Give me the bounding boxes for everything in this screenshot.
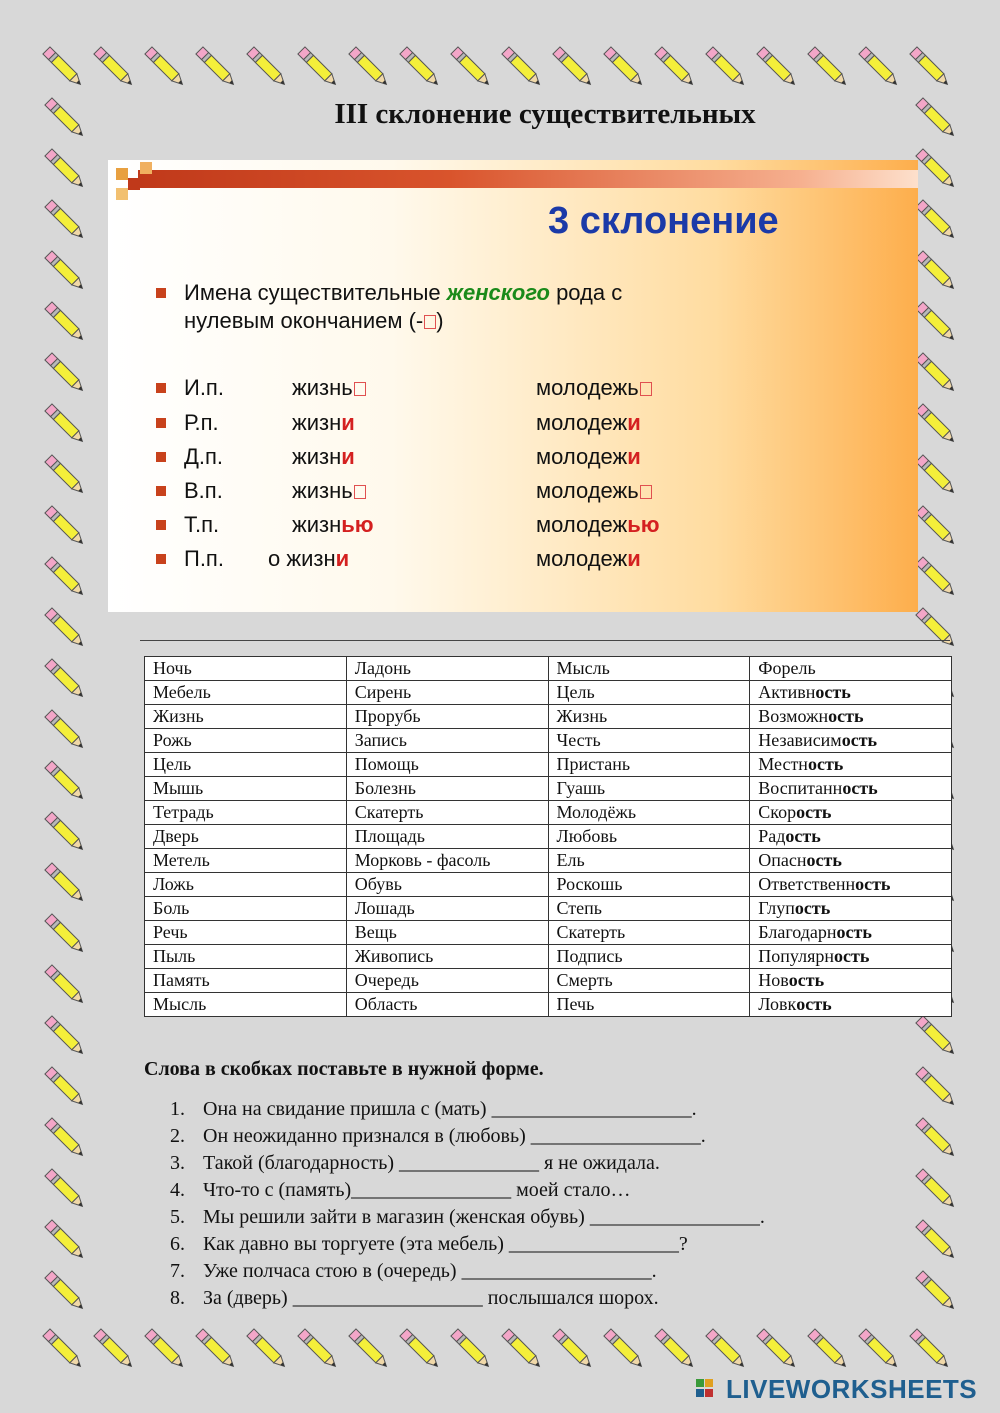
word-table bbox=[144, 656, 952, 1017]
pencil-icon bbox=[451, 47, 492, 88]
table-cell: Честь bbox=[548, 729, 750, 753]
exercise-item: 4. Что-то с (память)________________ моей стало… bbox=[170, 1179, 631, 1201]
table-cell: Ночь bbox=[145, 657, 347, 681]
deco-square bbox=[140, 162, 152, 174]
pencil-icon bbox=[349, 1329, 390, 1370]
table-cell: Смерть bbox=[548, 969, 750, 993]
table-cell: Болезнь bbox=[346, 777, 548, 801]
bullet-icon bbox=[156, 554, 166, 564]
table-row bbox=[145, 873, 952, 897]
table-cell: Жизнь bbox=[145, 705, 347, 729]
case-row bbox=[184, 410, 904, 436]
pencil-icon bbox=[655, 1329, 696, 1370]
exercise-item: 6. Как давно вы торгуете (эта мебель) _________________? bbox=[170, 1233, 688, 1255]
word-molodezh: молодежи bbox=[536, 546, 641, 571]
case-label: В.п. bbox=[184, 478, 223, 503]
pencil-icon bbox=[910, 47, 951, 88]
case-label: И.п. bbox=[184, 375, 224, 400]
pencil-icon bbox=[196, 47, 237, 88]
table-cell: Дверь bbox=[145, 825, 347, 849]
table-cell: Печь bbox=[548, 993, 750, 1017]
pencil-icon bbox=[916, 557, 957, 598]
pencil-icon bbox=[43, 47, 84, 88]
case-label: П.п. bbox=[184, 546, 224, 571]
bullet-icon bbox=[156, 520, 166, 530]
table-cell: Подпись bbox=[548, 945, 750, 969]
table-cell: Ответственность bbox=[750, 873, 952, 897]
pencil-icon bbox=[808, 47, 849, 88]
empty-ending-icon bbox=[354, 485, 366, 499]
pencil-icon bbox=[916, 608, 957, 649]
pencil-icon bbox=[916, 200, 957, 241]
word-zhizn: жизни bbox=[292, 444, 355, 469]
case-label: Т.п. bbox=[184, 512, 220, 537]
page-title: III склонение существительных bbox=[334, 98, 756, 130]
table-cell: Мысль bbox=[145, 993, 347, 1017]
pencil-icon bbox=[916, 455, 957, 496]
table-cell: Пыль bbox=[145, 945, 347, 969]
table-cell: Активность bbox=[750, 681, 952, 705]
pencil-icon bbox=[502, 1329, 543, 1370]
pencil-icon bbox=[757, 47, 798, 88]
table-cell: Живопись bbox=[346, 945, 548, 969]
logo-mark-icon bbox=[696, 1377, 724, 1401]
pencil-icon bbox=[451, 1329, 492, 1370]
table-cell: Возможность bbox=[750, 705, 952, 729]
table-cell: Скорость bbox=[750, 801, 952, 825]
table-cell: Гуашь bbox=[548, 777, 750, 801]
pencil-icon bbox=[247, 47, 288, 88]
pencil-icon bbox=[916, 353, 957, 394]
pencil-icon bbox=[45, 1220, 86, 1261]
exercise-item: 2. Он неожиданно признался в (любовь) _________________. bbox=[170, 1125, 706, 1147]
pencil-icon bbox=[196, 1329, 237, 1370]
pencil-icon bbox=[45, 404, 86, 445]
divider bbox=[140, 640, 950, 641]
pencil-icon bbox=[45, 353, 86, 394]
empty-ending-icon bbox=[640, 485, 652, 499]
table-cell: Лошадь bbox=[346, 897, 548, 921]
pencil-icon bbox=[145, 1329, 186, 1370]
table-row bbox=[145, 993, 952, 1017]
pencil-icon bbox=[859, 47, 900, 88]
word-zhizn: жизнью bbox=[292, 512, 374, 537]
pencil-icon bbox=[45, 1118, 86, 1159]
table-cell: Цель bbox=[548, 681, 750, 705]
pencil-icon bbox=[45, 200, 86, 241]
table-cell: Ловкость bbox=[750, 993, 952, 1017]
table-row bbox=[145, 921, 952, 945]
table-row bbox=[145, 657, 952, 681]
pencil-icon bbox=[757, 1329, 798, 1370]
word-molodezh: молодежью bbox=[536, 512, 660, 537]
pencil-icon bbox=[400, 1329, 441, 1370]
pencil-icon bbox=[916, 251, 957, 292]
slide-header-bar bbox=[138, 170, 918, 188]
case-row bbox=[184, 375, 904, 401]
exercise-item: 7. Уже полчаса стою в (очередь) ___________________. bbox=[170, 1260, 657, 1282]
pencil-icon bbox=[604, 47, 645, 88]
pencil-icon bbox=[45, 1016, 86, 1057]
table-cell: Молодёжь bbox=[548, 801, 750, 825]
deco-square bbox=[116, 188, 128, 200]
table-row bbox=[145, 753, 952, 777]
table-cell: Мысль bbox=[548, 657, 750, 681]
deco-square bbox=[128, 178, 140, 190]
table-cell: Речь bbox=[145, 921, 347, 945]
exercise-item: 1. Она на свидание пришла с (мать) ____________________. bbox=[170, 1098, 697, 1120]
pencil-icon bbox=[916, 404, 957, 445]
table-cell: Морковь - фасоль bbox=[346, 849, 548, 873]
table-cell: Скатерть bbox=[548, 921, 750, 945]
table-cell: Помощь bbox=[346, 753, 548, 777]
empty-ending-icon bbox=[354, 382, 366, 396]
table-cell: Глупость bbox=[750, 897, 952, 921]
table-cell: Радость bbox=[750, 825, 952, 849]
table-cell: Память bbox=[145, 969, 347, 993]
slide-intro-line1: Имена существительные женского рода с bbox=[184, 280, 623, 305]
slide-intro-line2: нулевым окончанием (- ) bbox=[184, 308, 444, 333]
pencil-icon bbox=[916, 302, 957, 343]
pencil-icon bbox=[553, 1329, 594, 1370]
pencil-icon bbox=[706, 1329, 747, 1370]
empty-ending-icon bbox=[424, 315, 436, 329]
pencil-icon bbox=[45, 761, 86, 802]
pencil-icon bbox=[349, 47, 390, 88]
pencil-icon bbox=[45, 965, 86, 1006]
exercise-item: 8. За (дверь) ___________________ послышался шорох. bbox=[170, 1287, 659, 1309]
table-cell: Независимость bbox=[750, 729, 952, 753]
table-cell: Популярность bbox=[750, 945, 952, 969]
table-cell: Ладонь bbox=[346, 657, 548, 681]
task-title: Слова в скобках поставьте в нужной форме. bbox=[144, 1058, 544, 1080]
case-row bbox=[184, 478, 904, 504]
table-cell: Площадь bbox=[346, 825, 548, 849]
table-cell: Пристань bbox=[548, 753, 750, 777]
table-cell: Любовь bbox=[548, 825, 750, 849]
pencil-icon bbox=[45, 455, 86, 496]
declension-slide bbox=[108, 160, 918, 612]
table-cell: Обувь bbox=[346, 873, 548, 897]
case-label: Р.п. bbox=[184, 410, 219, 435]
word-zhizn: жизнь bbox=[292, 375, 366, 401]
table-cell: Область bbox=[346, 993, 548, 1017]
bullet-icon bbox=[156, 486, 166, 496]
table-cell: Степь bbox=[548, 897, 750, 921]
pencil-icon bbox=[45, 149, 86, 190]
pencil-icon bbox=[45, 659, 86, 700]
exercise-item: 3. Такой (благодарность) ______________ я не ожидала. bbox=[170, 1152, 660, 1174]
table-cell: Сирень bbox=[346, 681, 548, 705]
table-cell: Прорубь bbox=[346, 705, 548, 729]
case-label: Д.п. bbox=[184, 444, 224, 469]
table-cell: Боль bbox=[145, 897, 347, 921]
table-cell: Ложь bbox=[145, 873, 347, 897]
pencil-icon bbox=[45, 251, 86, 292]
pencil-icon bbox=[45, 812, 86, 853]
table-row bbox=[145, 705, 952, 729]
pencil-icon bbox=[916, 149, 957, 190]
table-cell: Цель bbox=[145, 753, 347, 777]
bullet-icon bbox=[156, 418, 166, 428]
bullet-icon bbox=[156, 288, 166, 298]
table-row bbox=[145, 729, 952, 753]
pencil-icon bbox=[45, 506, 86, 547]
table-row bbox=[145, 945, 952, 969]
table-cell: Форель bbox=[750, 657, 952, 681]
case-row bbox=[184, 444, 904, 470]
word-zhizn: жизнь bbox=[292, 478, 366, 504]
table-cell: Роскошь bbox=[548, 873, 750, 897]
pencil-icon bbox=[604, 1329, 645, 1370]
pencil-icon bbox=[400, 47, 441, 88]
word-zhizn: о жизни bbox=[268, 546, 350, 571]
pencil-icon bbox=[45, 608, 86, 649]
pencil-icon bbox=[553, 47, 594, 88]
pencil-icon bbox=[45, 557, 86, 598]
word-zhizn: жизни bbox=[292, 410, 355, 435]
pencil-icon bbox=[247, 1329, 288, 1370]
pencil-icon bbox=[916, 506, 957, 547]
deco-square bbox=[116, 168, 128, 180]
pencil-icon bbox=[45, 302, 86, 343]
pencil-icon bbox=[808, 1329, 849, 1370]
empty-ending-icon bbox=[640, 382, 652, 396]
table-cell: Новость bbox=[750, 969, 952, 993]
table-cell: Мебель bbox=[145, 681, 347, 705]
table-cell: Ель bbox=[548, 849, 750, 873]
table-row bbox=[145, 825, 952, 849]
table-cell: Очередь bbox=[346, 969, 548, 993]
pencil-icon bbox=[43, 1329, 84, 1370]
liveworksheets-logo: LIVEWORKSHEETS bbox=[696, 1374, 977, 1405]
table-row bbox=[145, 849, 952, 873]
pencil-icon bbox=[45, 914, 86, 955]
table-cell: Рожь bbox=[145, 729, 347, 753]
table-cell: Скатерть bbox=[346, 801, 548, 825]
pencil-icon bbox=[45, 1169, 86, 1210]
word-molodezh: молодежь bbox=[536, 375, 652, 401]
pencil-icon bbox=[94, 47, 135, 88]
pencil-icon bbox=[502, 47, 543, 88]
pencil-icon bbox=[916, 1016, 957, 1057]
exercise-list bbox=[170, 1096, 930, 1312]
pencil-icon bbox=[94, 1329, 135, 1370]
bullet-icon bbox=[156, 452, 166, 462]
pencil-icon bbox=[298, 1329, 339, 1370]
case-row bbox=[184, 546, 904, 572]
pencil-icon bbox=[45, 1271, 86, 1312]
table-cell: Запись bbox=[346, 729, 548, 753]
pencil-icon bbox=[45, 863, 86, 904]
word-molodezh: молодежи bbox=[536, 410, 641, 435]
word-molodezh: молодежи bbox=[536, 444, 641, 469]
pencil-icon bbox=[910, 1329, 951, 1370]
table-cell: Воспитанность bbox=[750, 777, 952, 801]
table-cell: Жизнь bbox=[548, 705, 750, 729]
slide-heading: 3 склонение bbox=[548, 200, 779, 242]
table-row bbox=[145, 777, 952, 801]
table-row bbox=[145, 801, 952, 825]
table-cell: Мышь bbox=[145, 777, 347, 801]
exercise-item: 5. Мы решили зайти в магазин (женская обувь) _________________. bbox=[170, 1206, 765, 1228]
pencil-icon bbox=[145, 47, 186, 88]
pencil-icon bbox=[298, 47, 339, 88]
bullet-icon bbox=[156, 383, 166, 393]
table-row bbox=[145, 969, 952, 993]
table-cell: Вещь bbox=[346, 921, 548, 945]
table-cell: Благодарность bbox=[750, 921, 952, 945]
pencil-icon bbox=[45, 710, 86, 751]
table-cell: Метель bbox=[145, 849, 347, 873]
table-cell: Тетрадь bbox=[145, 801, 347, 825]
pencil-icon bbox=[655, 47, 696, 88]
table-row bbox=[145, 897, 952, 921]
pencil-icon bbox=[859, 1329, 900, 1370]
pencil-icon bbox=[706, 47, 747, 88]
pencil-icon bbox=[45, 1067, 86, 1108]
table-cell: Опасность bbox=[750, 849, 952, 873]
word-molodezh: молодежь bbox=[536, 478, 652, 504]
table-row bbox=[145, 681, 952, 705]
table-cell: Местность bbox=[750, 753, 952, 777]
case-row bbox=[184, 512, 904, 538]
